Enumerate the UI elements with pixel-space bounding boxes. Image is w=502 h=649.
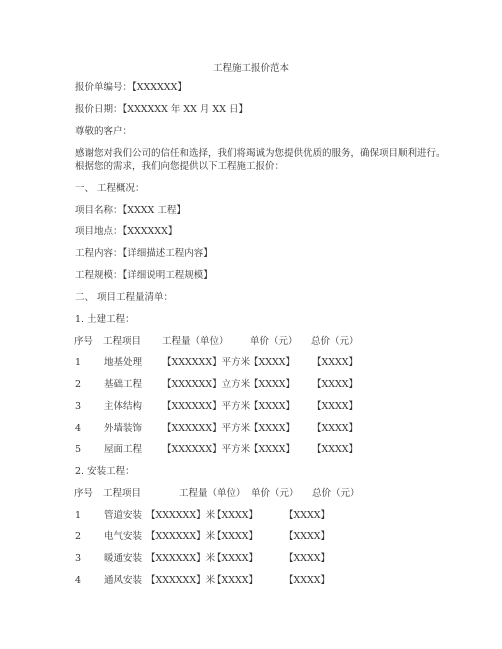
project-location: 项目地点：【XXXXXX】 [75, 226, 178, 237]
column-header: 序号 [74, 336, 94, 347]
item-name: 暖通安装 [104, 553, 143, 564]
column-header: 总价（元） [311, 336, 359, 347]
project-content: 工程内容：【详细描述工程内容】 [75, 248, 213, 259]
item-name: 基础工程 [104, 379, 143, 390]
total-price: 【XXXX】 [312, 379, 359, 390]
unit-price: 【XXXX】 [212, 531, 259, 542]
table-row [75, 379, 405, 391]
unit-price: 【XXXX】 [249, 379, 296, 390]
item-name: 地基处理 [104, 357, 143, 368]
total-price: 【XXXX】 [312, 423, 359, 434]
row-number: 4 [75, 423, 82, 434]
total-price: 【XXXX】 [284, 510, 331, 521]
column-header: 工程项目 [103, 336, 142, 347]
table-row [75, 510, 405, 522]
column-header: 工程量（单位） [162, 336, 229, 347]
quantity: 【XXXXXX】平方米 [162, 423, 251, 434]
row-number: 4 [75, 575, 82, 586]
item-name: 屋面工程 [104, 444, 143, 455]
section-2-heading: 二、 项目工程量清单： [75, 292, 174, 303]
item-name: 主体结构 [104, 401, 143, 412]
column-header: 总价（元） [312, 488, 360, 499]
project-scale: 工程规模：【详细说明工程规模】 [75, 270, 213, 281]
document-title: 工程施工报价范本 [212, 63, 289, 74]
total-price: 【XXXX】 [312, 357, 359, 368]
quantity: 【XXXXXX】米 [146, 510, 216, 521]
quantity: 【XXXXXX】米 [146, 575, 216, 586]
row-number: 3 [75, 553, 82, 564]
table-row [75, 553, 405, 565]
quote-date: 报价日期：【XXXXXX 年 XX 月 XX 日】 [75, 104, 248, 115]
greeting: 尊敬的客户： [75, 126, 133, 137]
item-name: 管道安装 [104, 510, 143, 521]
table-row [75, 531, 405, 543]
total-price: 【XXXX】 [312, 401, 359, 412]
quantity: 【XXXXXX】米 [146, 531, 216, 542]
table-row [75, 357, 405, 369]
installation-works-heading: 2. 安装工程： [75, 466, 135, 477]
section-1-heading: 一、 工程概况： [75, 183, 145, 194]
row-number: 3 [75, 401, 82, 412]
column-header: 序号 [74, 488, 94, 499]
total-price: 【XXXX】 [284, 531, 331, 542]
column-header: 工程量（单位） [179, 488, 246, 499]
column-header: 工程项目 [103, 488, 142, 499]
row-number: 2 [75, 531, 82, 542]
unit-price: 【XXXX】 [212, 553, 259, 564]
quantity: 【XXXXXX】米 [146, 553, 216, 564]
intro-line-2: 根据您的需求，我们向您提供以下工程施工报价： [75, 161, 285, 172]
unit-price: 【XXXX】 [249, 401, 296, 412]
quantity: 【XXXXXX】平方米 [162, 444, 251, 455]
total-price: 【XXXX】 [284, 553, 331, 564]
civil-works-heading: 1. 土建工程： [75, 314, 135, 325]
total-price: 【XXXX】 [284, 575, 331, 586]
row-number: 1 [75, 357, 82, 368]
unit-price: 【XXXX】 [212, 510, 259, 521]
unit-price: 【XXXX】 [212, 575, 259, 586]
row-number: 5 [75, 444, 82, 455]
total-price: 【XXXX】 [312, 444, 359, 455]
install-table-header [75, 488, 405, 500]
item-name: 外墙装饰 [104, 423, 143, 434]
row-number: 2 [75, 379, 82, 390]
column-header: 单价（元） [251, 488, 299, 499]
table-row [75, 575, 405, 587]
unit-price: 【XXXX】 [249, 357, 296, 368]
row-number: 1 [75, 510, 82, 521]
table-row [75, 444, 405, 456]
intro-line-1: 感谢您对我们公司的信任和选择，我们将竭诚为您提供优质的服务，确保项目顺利进行。 [75, 148, 446, 159]
table-row [75, 423, 405, 435]
project-name: 项目名称：【XXXX 工程】 [75, 205, 186, 216]
item-name: 通风安装 [104, 575, 143, 586]
quantity: 【XXXXXX】立方米 [162, 379, 251, 390]
column-header: 单价（元） [250, 336, 298, 347]
unit-price: 【XXXX】 [249, 423, 296, 434]
item-name: 电气安装 [104, 531, 143, 542]
table-row [75, 401, 405, 413]
quote-number: 报价单编号：【XXXXXX】 [75, 82, 187, 93]
quantity: 【XXXXXX】平方米 [162, 357, 251, 368]
civil-table-header [75, 336, 405, 348]
unit-price: 【XXXX】 [249, 444, 296, 455]
quantity: 【XXXXXX】平方米 [162, 401, 251, 412]
